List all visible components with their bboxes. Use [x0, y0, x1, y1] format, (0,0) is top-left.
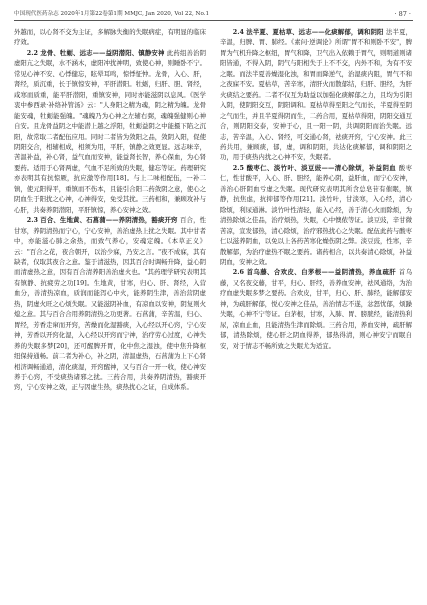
section-body: 此药组善治阴虚阳亢之失眠，水不涵木，虚阳冲扰神明，致使心神，则睡卧不宁。常见心神不安、心悸健忘，眩晕耳鸣，惊悸怔忡。龙骨，入心、肝，肾经，质沉重，长于镇惊安神，平肝潜阳。牡蛎，归肝、胆、肾经，咸寒而质重，能平肝潜阳，重镇安神，同时亦能滋阴以息风。《医学衷中参西录·补络补管汤》云："人身阳之精为魂，阴之精为魄。龙骨能安魂，牡蛎能强魄。"魂魄乃为心神之左辅右弼，魂魄强健则心神自安。且龙骨益阴之中能潜上越之浮阳，牡蛎益阴之中能摄下陷之沉阳，故常取二者配伍应用。同时二者皆为敛阳之品，敛阴入阳，促使阴阳交合，相辅相成，相须为用，平肝，镇静之效更显。远志味辛，苦温补益，补心肾，益气血而安神，能益肾长智，养心保血，为心肾要药。适用于心肾两虚，气血不足所致的失眠，健忘等证。药理研究亦表明其有抗惊厥，抗应激等作用[18]。与上二味相配伍，一补二镇，使元阳得平，重镇而不伤本，且能引合阳二药敛阴之意，使心之阴血生于阳扰之心神，心神得安，免受其扰。三药相和，兼顾攻补与心肝，共奏养阴潜阳，平肝镇惊，养心安神之效。	[14, 48, 206, 214]
paragraph: 外越而，以心肾不交为主证，多解脉失衡的失眠病症，有明显的临床疗效。	[14, 28, 206, 47]
journal-citation: 中国现代医药杂志 2020年1月第22卷第1期 MMJC, Jan 2020, Vol 22, No.1	[14, 11, 210, 17]
section-heading: 2.5 酸枣仁、淡竹叶、淡豆豉——清心除烦，补益阴血	[232, 163, 397, 172]
section	[220, 267, 412, 351]
section-body: 首乌藤，又名夜交藤，甘平，归心、肝经，善养血安神，祛风通络，为治疗血虚失眠多梦之要药。合欢皮，甘平，归心、肝、肺经，能解郁安神，为疏肝解郁，悦心安神之佳品，善治情志不遂，忿怒忧郁，烦躁失眠，心神不宁等证。白茅根，甘寒，入肺、胃、膀胱经，能清热利尿，凉血止血，且能清热生津而除烦。三药合用，养血安神，疏肝解郁，清热除烦，使心肝之阴血得养，郁热得清，则心神安宁而眠自安，对于情志不畅所致之失眠尤为适宜。	[220, 268, 412, 350]
right-column	[220, 27, 412, 599]
section	[14, 48, 206, 215]
section-heading: 2.3 百合、生地黄、石菖蒲——养阴清热，豁痰开窍	[26, 216, 178, 225]
section	[220, 27, 412, 163]
section	[220, 163, 412, 268]
section-body: 酸枣仁，性甘酸平，入心、肝、胆经，能养心阴，益肝血，而宁心安神，善治心肝阴血亏虚之失眠。现代研究表明其所含总皂苷有催眠，镇静，抗焦虑，抗抑郁等作用[21]。淡竹叶，甘淡寒，入心经，清心除烦，利尿通淋。淡竹叶性清轻，能入心经，善于清心火而除烦，为清热除烦之佳品，治疗烦热，失眠，心中懊侬等证。淡豆豉，辛甘微苦凉，宣发郁热，清心除烦，治疗邪热扰心之失眠。配伍此药与酸枣仁以滋养阴血，以免以上各药苦寒化燥伤阴之弊。淡豆豉，性寒，辛散解郁，为治疗虚热不眠之要药。诸药相合，以共奏清心除烦，补益阴血，安神之效。	[220, 163, 412, 266]
running-header	[14, 8, 413, 21]
section-heading: 2.6 首乌藤、合欢皮、白茅根——益阴清热，养血疏肝	[232, 268, 397, 277]
section-heading: 2.4 法半夏、夏枯草、远志——化痰解郁，调和阴阳	[232, 28, 384, 36]
section	[14, 215, 206, 393]
section-body: 法半夏，辛温，归脾、胃、肺经。《素问·逆调论》所谓"胃不和则卧不安"，脾胃为气机升降之枢纽，胃气和降，卫气出入依赖于胃气，则明道则诸阳皆通，不得入阴，阴气与阳相失于上不不交，内外不和，为有不安之眠。而法半夏善燥湿化浊，和胃而降逆气，治湿痰内阻，胃气不和之夜寐不安。夏枯草，苦辛寒，清肝火而散郁结，归肝、胆经，为肝火痰结之要药。二者不仅互为助益以加强化痰解郁之力，且均为引阳入阴，使阴阳交互，阴阳调和。夏枯草得至阳之气而长，半夏得至阴之气而生，并且半夏得阴而生，二药合用，夏枯草得阳，阴阳交通互合，则阴阳交泰，安神于心，且一阳一阴，共调阴阳而治失眠。远志，苦辛温，入心、肾经，可交通心肾，祛痰开窍，宁心安神。此三药共用，兼顾痰，郁，虚，调和阴阳，共达化痰解郁，调和阴阳之功，用于痰热内扰之心神不安，失眠者。	[220, 28, 412, 162]
section-body: 百合，性甘寒，养阴清热而宁心，宁心安神，善治虚热上扰之失眠。其中甘者中，亦能滋心肺之余热，而致气养心，安魂定魄。《本草正义》云："百合之花，夜合朝开，以治少寐，乃安之言。"夜不成寐，其有缺者，仅取其夜合之意。鉴于清滋热，因其百合时调畅升降，益心阴而清虚热之意，因有百合清养阳善治虚火也。"其药理学研究表明其有镇静、抗疲劳之功[19]。生地黄，甘寒，归心、肝、肾经，入营血分，善清热凉血，质润而能泻心中火，能养阴生津，善治营阴虚热，阴虚火旺之心烦失眠。又能滋阴补血，有凉血以安神，阴复则火熄之意。其与百合合用养阴清热之功更著。石菖蒲，辛苦温，归心、胃经，芳香走窜而开窍，苦燥而化湿豁痰，入心经以开心窍，宁心安神，芳香以开窍化湿，入心经以开窍而宁神，治疗劳心过度，心神失养的失眠多梦[20]，还可醒脾开胃，化中焦之湿浊，使中焦升降枢纽保持通畅。前二者为补心，补之阴，清温虚热，石菖蒲为上下心肾相济调畅通道，清化痰湿，开窍醒神，又与百合一开一收，使心神安养于心窍，不受痰热诸邪之扰。三药合用，共奏养阴清热，豁痰开窍，宁心安神之效，正与因虚生热，痰热扰心之证，自成体系。	[14, 216, 206, 392]
left-column	[14, 27, 206, 599]
page-number: · 87 ·	[394, 10, 411, 18]
section-heading: 2.2 龙骨、牡蛎、远志——益阴潜阳、镇静安神	[26, 48, 165, 57]
